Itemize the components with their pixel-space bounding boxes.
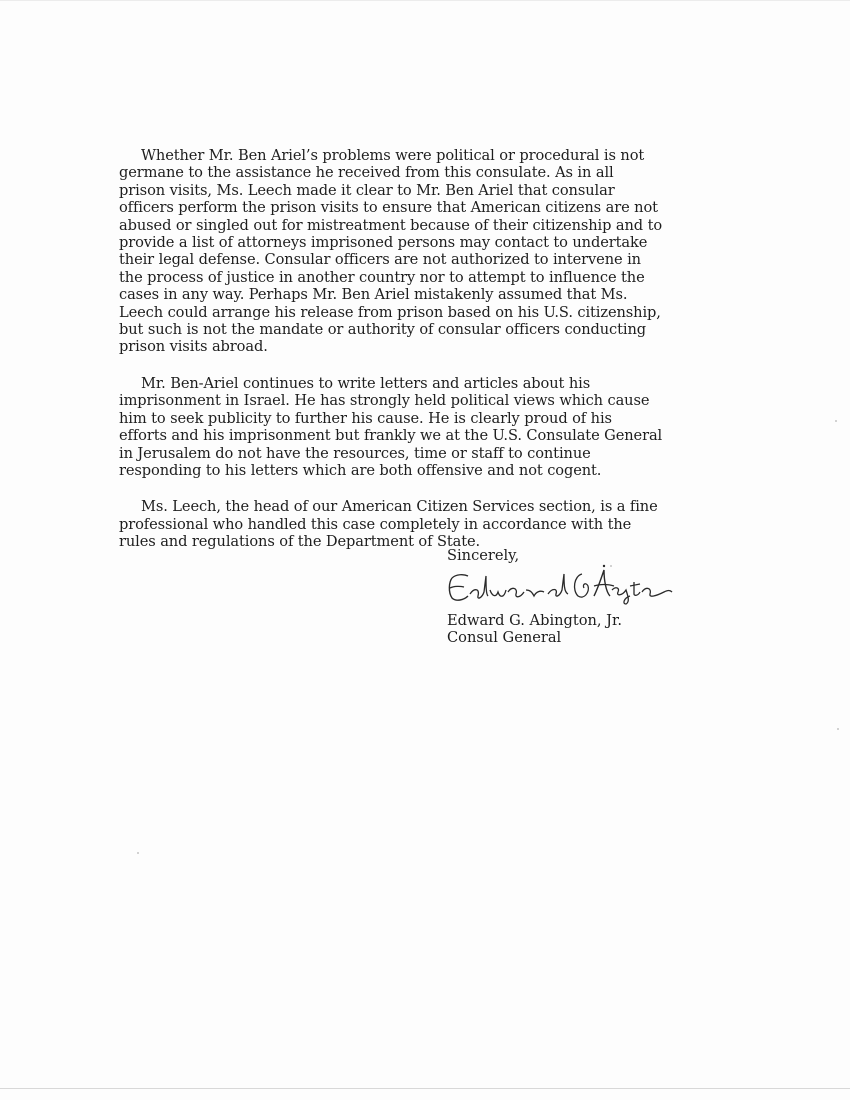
signer-name: Edward G. Abington, Jr. [447,612,623,629]
scan-artifact-dot [837,728,839,730]
closing-salutation: Sincerely, [447,547,520,564]
scan-artifact-dot [137,852,139,854]
paragraph-ms-leech: Ms. Leech, the head of our American Citizen Services section, is a fine professional who handled this case completely in accordance with the rules and regulations of the Department of State. [119,498,658,551]
scan-artifact-dot [610,565,612,567]
signature-block [447,612,807,647]
scan-artifact-line [0,0,850,1]
signer-title: Consul General [447,629,562,647]
paragraph-prison-visits: Whether Mr. Ben Ariel’s problems were political or procedural is not germane to the assistance he received from this consulate. As in all prison visits, Ms. Leech made it clear to Mr. Ben Ariel that consular officers perform the prison visits to ensure that American citizens are not abused or singled out for mistreatment because of their citizenship and to provide a list of attorneys imprisoned persons may contact to undertake their legal defense. Consular officers are not authorized to intervene in the process of justice in another country nor to attempt to influence the cases in any way. Perhaps Mr. Ben Ariel mistakenly assumed that Ms. Leech could arrange his release from prison based on his U.S. citizenship, but such is not the mandate or authority of consular officers conducting prison visits abroad. [119,147,663,356]
paragraph-publicity: Mr. Ben-Ariel continues to write letters and articles about his imprisonment in Israel. He has strongly held political views which cause him to seek publicity to further his cause. He is clearly proud of his efforts and his imprisonment but frankly we at the U.S. Consulate General in Jerusalem do not have the resources, time or staff to continue responding to his letters which are both offensive and not cogent. [119,374,663,479]
handwritten-signature [444,562,674,606]
scan-artifact-dot [835,420,837,422]
scan-artifact-line [0,1088,850,1089]
letter-body [119,147,664,570]
